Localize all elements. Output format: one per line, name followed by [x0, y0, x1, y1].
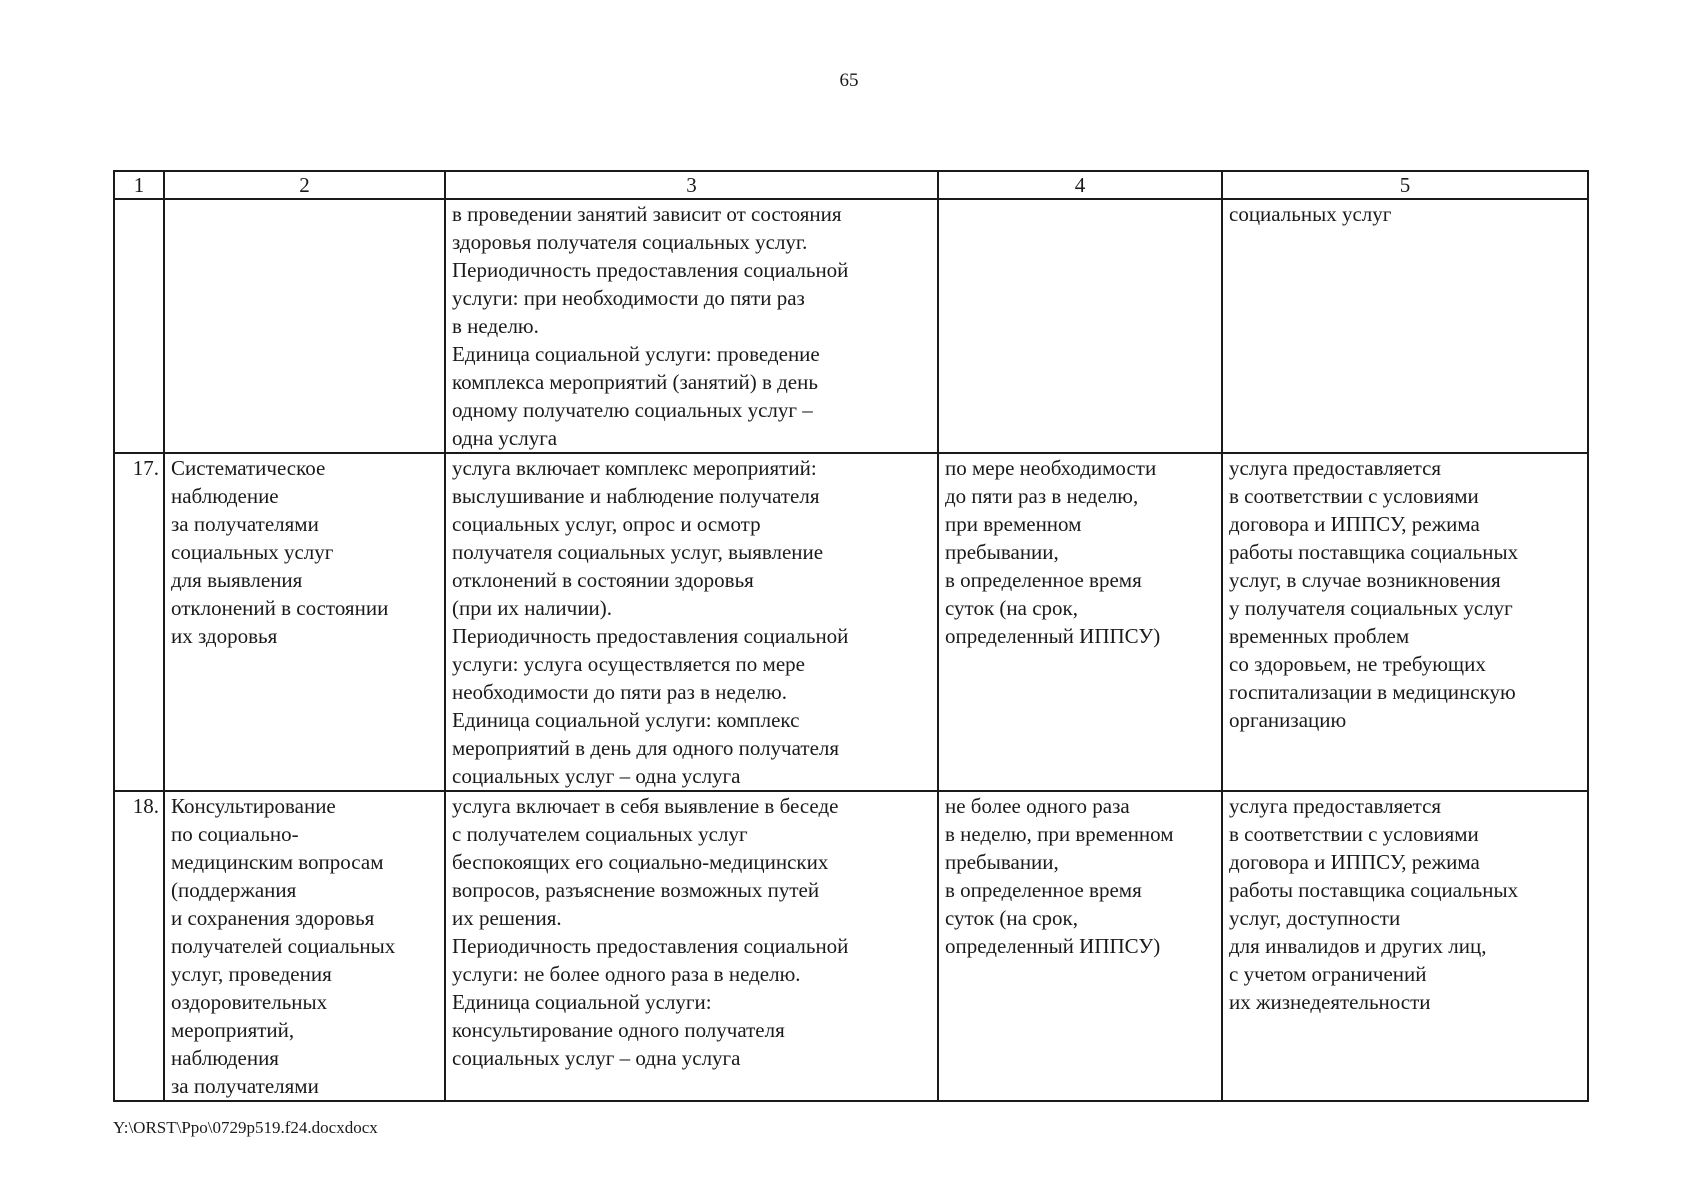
timing-line: не более одного раза	[945, 794, 1130, 818]
service-description-cell	[445, 199, 938, 453]
description-line: их решения.	[452, 906, 562, 930]
description-line: здоровья получателя социальных услуг.	[452, 230, 808, 254]
description-line: одна услуга	[452, 426, 558, 450]
service-timing-cell	[938, 199, 1222, 453]
description-line: услуга включает в себя выявление в беседе	[452, 794, 839, 818]
service-conditions-cell	[1222, 199, 1588, 453]
description-line: Единица социальной услуги: комплекс	[452, 708, 800, 732]
description-line: в неделю.	[452, 314, 539, 338]
description-line: беспокоящих его социально-медицинских	[452, 850, 829, 874]
service-name-cell	[164, 453, 445, 791]
header-col-3: 3	[445, 171, 938, 199]
description-line: (при их наличии).	[452, 596, 612, 620]
description-line: Периодичность предоставления социальной	[452, 258, 849, 282]
conditions-line: организацию	[1229, 708, 1347, 732]
name-line: наблюдения	[171, 1046, 279, 1070]
conditions-line: временных проблем	[1229, 624, 1410, 648]
name-line: Консультирование	[171, 794, 336, 818]
header-col-5: 5	[1222, 171, 1588, 199]
conditions-line: работы поставщика социальных	[1229, 540, 1519, 564]
description-line: вопросов, разъяснение возможных путей	[452, 878, 820, 902]
footer-file-path: Y:\ORST\Ppo\0729p519.f24.docxdocx	[113, 1118, 378, 1137]
service-conditions-cell	[1222, 453, 1588, 791]
timing-line: определенный ИППСУ)	[945, 934, 1161, 958]
timing-line: пребывании,	[945, 850, 1059, 874]
timing-line: при временном	[945, 512, 1082, 536]
conditions-line: с учетом ограничений	[1229, 962, 1427, 986]
timing-line: пребывании,	[945, 540, 1059, 564]
description-line: Единица социальной услуги:	[452, 990, 712, 1014]
name-line: за получателями	[171, 512, 319, 536]
timing-line: по мере необходимости	[945, 456, 1157, 480]
header-col-1: 1	[114, 171, 164, 199]
description-line: необходимости до пяти раз в неделю.	[452, 680, 787, 704]
table-row	[114, 199, 1588, 453]
conditions-line: услуга предоставляется	[1229, 456, 1442, 480]
conditions-line: у получателя социальных услуг	[1229, 596, 1513, 620]
description-line: социальных услуг – одна услуга	[452, 764, 741, 788]
timing-line: в определенное время	[945, 568, 1142, 592]
timing-line: в определенное время	[945, 878, 1142, 902]
name-line: (поддержания	[171, 878, 297, 902]
service-timing-cell	[938, 791, 1222, 1101]
name-line: социальных услуг	[171, 540, 334, 564]
description-line: мероприятий в день для одного получателя	[452, 736, 840, 760]
services-table	[113, 170, 1589, 1102]
page-number: 65	[839, 70, 859, 91]
row-number: 18.	[114, 791, 164, 1101]
name-line: медицинским вопросам	[171, 850, 384, 874]
description-line: услуги: услуга осуществляется по мере	[452, 652, 805, 676]
conditions-line: в соответствии с условиями	[1229, 822, 1479, 846]
description-line: социальных услуг – одна услуга	[452, 1046, 741, 1070]
name-line: отклонений в состоянии	[171, 596, 389, 620]
description-line: социальных услуг, опрос и осмотр	[452, 512, 761, 536]
timing-line: определенный ИППСУ)	[945, 624, 1161, 648]
description-line: с получателем социальных услуг	[452, 822, 748, 846]
conditions-line: договора и ИППСУ, режима	[1229, 512, 1480, 536]
name-line: получателей социальных	[171, 934, 396, 958]
description-line: услуга включает комплекс мероприятий:	[452, 456, 817, 480]
conditions-line: их жизнедеятельности	[1229, 990, 1431, 1014]
conditions-line: договора и ИППСУ, режима	[1229, 850, 1480, 874]
name-line: услуг, проведения	[171, 962, 332, 986]
service-description-cell	[445, 453, 938, 791]
timing-line: в неделю, при временном	[945, 822, 1174, 846]
row-number: 17.	[114, 453, 164, 791]
description-line: услуги: при необходимости до пяти раз	[452, 286, 805, 310]
service-description-cell	[445, 791, 938, 1101]
description-line: в проведении занятий зависит от состояния	[452, 202, 842, 226]
description-line: Периодичность предоставления социальной	[452, 934, 849, 958]
name-line: и сохранения здоровья	[171, 906, 375, 930]
conditions-line: со здоровьем, не требующих	[1229, 652, 1486, 676]
description-line: отклонений в состоянии здоровья	[452, 568, 754, 592]
description-line: консультирование одного получателя	[452, 1018, 785, 1042]
header-col-2: 2	[164, 171, 445, 199]
name-line: по социально-	[171, 822, 299, 846]
timing-line: до пяти раз в неделю,	[945, 484, 1139, 508]
timing-line: суток (на срок,	[945, 906, 1078, 930]
timing-line: суток (на срок,	[945, 596, 1078, 620]
description-line: выслушивание и наблюдение получателя	[452, 484, 820, 508]
name-line: Систематическое	[171, 456, 326, 480]
conditions-line: услуг, в случае возникновения	[1229, 568, 1501, 592]
header-col-4: 4	[938, 171, 1222, 199]
description-line: одному получателю социальных услуг –	[452, 398, 813, 422]
name-line: оздоровительных	[171, 990, 328, 1014]
table-row	[114, 453, 1588, 791]
service-timing-cell	[938, 453, 1222, 791]
conditions-line: госпитализации в медицинскую	[1229, 680, 1516, 704]
service-conditions-cell	[1222, 791, 1588, 1101]
description-line: комплекса мероприятий (занятий) в день	[452, 370, 818, 394]
description-line: Периодичность предоставления социальной	[452, 624, 849, 648]
name-line: наблюдение	[171, 484, 279, 508]
conditions-line: для инвалидов и других лиц,	[1229, 934, 1487, 958]
name-line: их здоровья	[171, 624, 278, 648]
name-line: за получателями	[171, 1074, 319, 1098]
table-row	[114, 791, 1588, 1101]
header-row	[114, 171, 1588, 199]
service-name-cell	[164, 199, 445, 453]
name-line: мероприятий,	[171, 1018, 295, 1042]
conditions-line: услуг, доступности	[1229, 906, 1401, 930]
row-number	[114, 199, 164, 453]
conditions-line: в соответствии с условиями	[1229, 484, 1479, 508]
description-line: услуги: не более одного раза в неделю.	[452, 962, 801, 986]
service-name-cell	[164, 791, 445, 1101]
description-line: Единица социальной услуги: проведение	[452, 342, 820, 366]
name-line: для выявления	[171, 568, 303, 592]
conditions-line: работы поставщика социальных	[1229, 878, 1519, 902]
description-line: получателя социальных услуг, выявление	[452, 540, 824, 564]
conditions-line: услуга предоставляется	[1229, 794, 1442, 818]
conditions-line: социальных услуг	[1229, 202, 1392, 226]
